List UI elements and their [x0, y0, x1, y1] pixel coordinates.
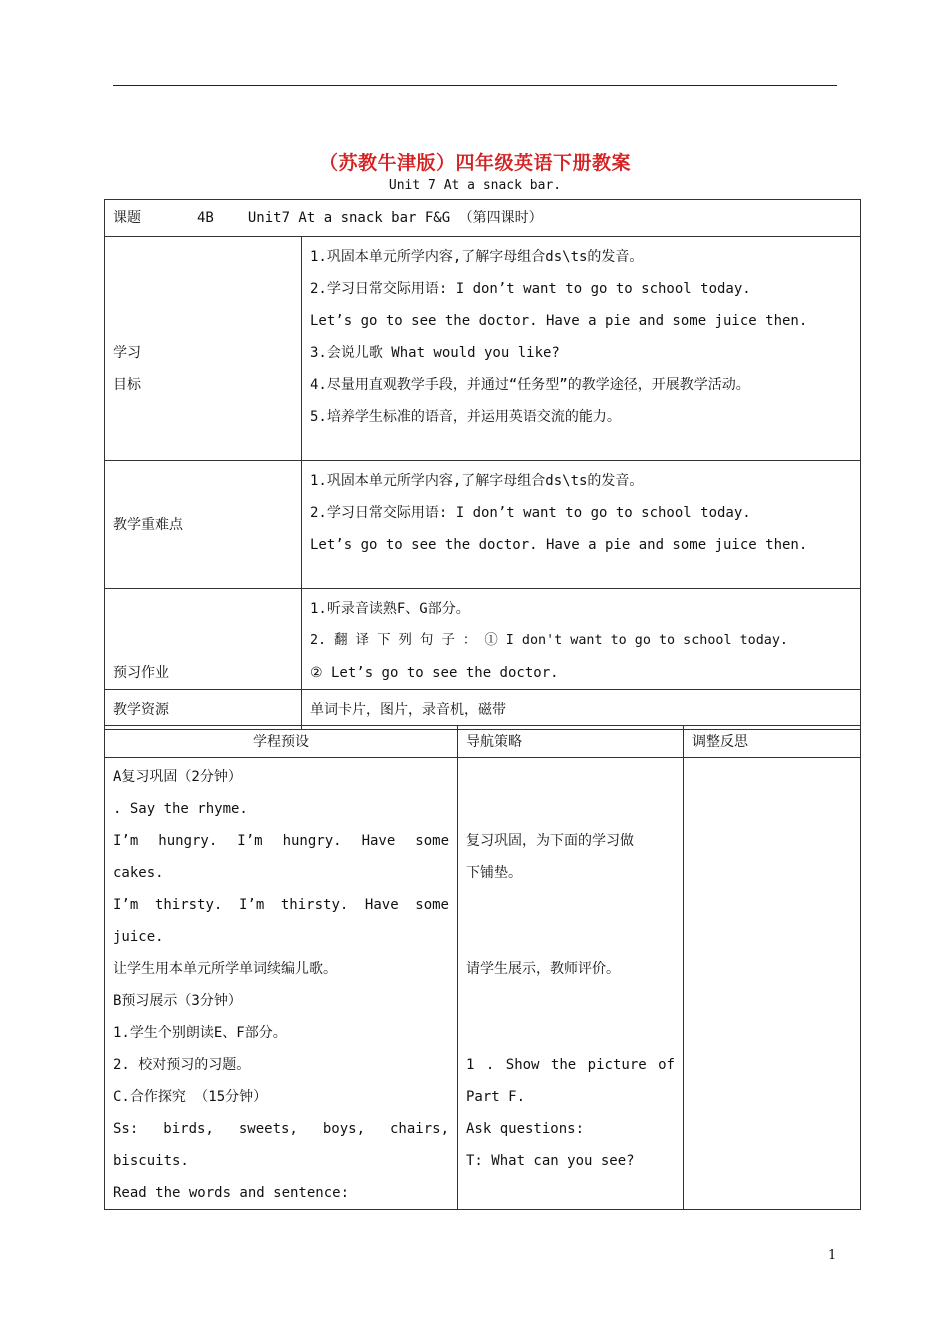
process-header-strategy: 导航策略 — [458, 726, 684, 758]
preview-content — [302, 589, 861, 690]
objective-item: 5.培养学生标准的语音，并运用英语交流的能力。 — [310, 409, 621, 425]
topic-label: 课题 — [113, 210, 141, 226]
resources-label: 教学资源 — [105, 690, 302, 730]
process-header-plan: 学程预设 — [105, 726, 458, 758]
objectives-row — [105, 237, 861, 461]
key-point-item: 2.学习日常交际用语: I don’t want to go to school today. — [310, 505, 751, 521]
lesson-info-table — [104, 199, 861, 730]
resources-row — [105, 690, 861, 730]
objectives-label-line1: 学习 — [113, 345, 141, 361]
key-points-row — [105, 461, 861, 589]
plan-line: I’m thirsty. I’m thirsty. Have some — [113, 897, 449, 913]
plan-line: C.合作探究 （15分钟） — [113, 1089, 268, 1105]
strategy-line: 复习巩固，为下面的学习做 — [466, 833, 634, 849]
plan-line: B预习展示（3分钟） — [113, 993, 242, 1009]
objectives-label-line2: 目标 — [113, 377, 141, 393]
objectives-content — [302, 237, 861, 461]
preview-item: 2. 翻 译 下 列 句 子 ： ① I don't want to go to school today. — [310, 633, 788, 648]
process-header-row — [105, 726, 861, 758]
preview-row — [105, 589, 861, 690]
plan-line: 1.学生个别朗读E、F部分。 — [113, 1025, 287, 1041]
plan-line: biscuits. — [113, 1153, 189, 1169]
process-strategy-cell — [458, 758, 684, 1210]
plan-line: I’m hungry. I’m hungry. Have some — [113, 833, 449, 849]
topic-text: Unit7 At a snack bar F&G （第四课时） — [247, 210, 543, 226]
strategy-line: 下铺垫。 — [466, 865, 522, 881]
plan-line: Read the words and sentence: — [113, 1185, 350, 1201]
plan-line: juice. — [113, 929, 164, 945]
plan-line: A复习巩固（2分钟） — [113, 769, 242, 785]
objectives-label — [105, 237, 302, 461]
plan-line: . Say the rhyme. — [113, 801, 248, 817]
process-header-reflection: 调整反思 — [684, 726, 861, 758]
strategy-line — [466, 761, 675, 793]
strategy-line: 请学生展示，教师评价。 — [466, 961, 620, 977]
strategy-line — [466, 1017, 675, 1049]
plan-line: 2. 校对预习的习题。 — [113, 1057, 251, 1073]
key-point-item: 1.巩固本单元所学内容,了解字母组合ds\ts的发音。 — [310, 473, 644, 489]
process-plan-cell — [105, 758, 458, 1210]
preview-label: 预习作业 — [105, 589, 302, 690]
resources-value: 单词卡片，图片，录音机，磁带 — [302, 690, 861, 730]
strategy-line — [466, 793, 675, 825]
strategy-line: Part F. — [466, 1089, 526, 1105]
plan-line: cakes. — [113, 865, 164, 881]
topic-grade: 4B — [197, 210, 214, 226]
key-points-label: 教学重难点 — [105, 461, 302, 589]
topic-row — [105, 200, 861, 237]
objective-item: 4.尽量用直观教学手段，并通过“任务型”的教学途径，开展教学活动。 — [310, 377, 750, 393]
plan-line: 让学生用本单元所学单词续编儿歌。 — [113, 961, 337, 977]
page-number: 1 — [828, 1248, 837, 1263]
strategy-line: Ask questions: — [466, 1121, 585, 1137]
process-reflection-cell — [684, 758, 861, 1210]
strategy-line — [466, 985, 675, 1017]
objective-item: Let’s go to see the doctor. Have a pie and some juice then. — [310, 313, 808, 329]
strategy-line: 1 . Show the picture of — [466, 1057, 675, 1073]
strategy-line — [466, 921, 675, 953]
document-subtitle: Unit 7 At a snack bar. — [388, 178, 562, 193]
strategy-line — [466, 889, 675, 921]
preview-item: ② Let’s go to see the doctor. — [310, 665, 559, 681]
process-table — [104, 725, 861, 1210]
objective-item: 3.会说儿歌 What would you like? — [310, 345, 560, 361]
document-title: （苏教牛津版）四年级英语下册教案 — [318, 152, 631, 174]
process-body-row — [105, 758, 861, 1210]
key-point-item: Let’s go to see the doctor. Have a pie and some juice then. — [310, 537, 808, 553]
preview-item: 1.听录音读熟F、G部分。 — [310, 601, 470, 617]
key-points-content — [302, 461, 861, 589]
objective-item: 1.巩固本单元所学内容,了解字母组合ds\ts的发音。 — [310, 249, 644, 265]
objective-item: 2.学习日常交际用语: I don’t want to go to school today. — [310, 281, 751, 297]
plan-line: Ss: birds, sweets, boys, chairs, — [113, 1121, 449, 1137]
header-rule — [113, 85, 837, 86]
strategy-line: T: What can you see? — [466, 1153, 635, 1169]
